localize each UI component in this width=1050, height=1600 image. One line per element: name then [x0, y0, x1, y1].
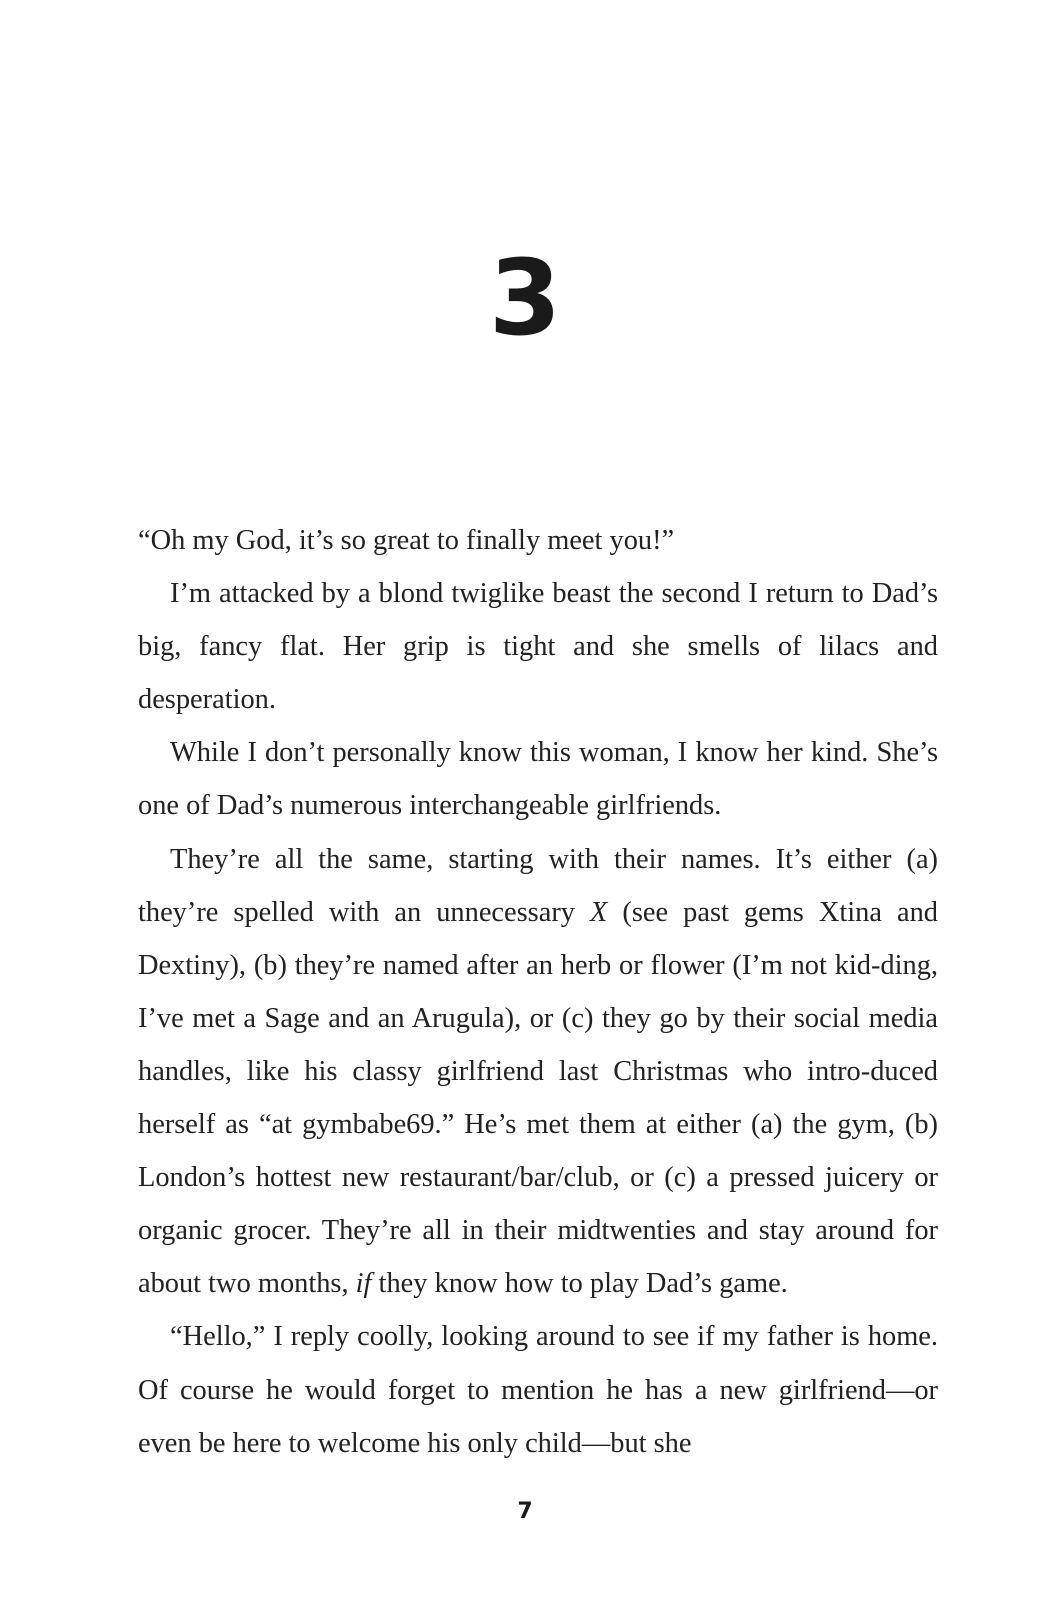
- text-run: “Hello,” I reply coolly, looking around to see if my father is home. Of course he would forget to mention he has a new girlfriend—or even be here to welcome his only child—but she: [138, 1321, 938, 1459]
- chapter-number: 3: [488, 237, 562, 359]
- body-text: [138, 514, 938, 1470]
- text-run: they know how to play Dad’s game.: [371, 1268, 788, 1300]
- paragraph: [138, 833, 938, 1311]
- text-run: They’re all the same, starting with their names. It’s either (a) they’re spelled with an unnecessary: [138, 843, 938, 928]
- italic-text-run: X: [590, 896, 608, 928]
- text-run: “Oh my God, it’s so great to finally meet you!”: [138, 525, 675, 556]
- text-run: While I don’t personally know this woman, I know her kind. She’s one of Dad’s numerous interchangeable girlfriends.: [138, 737, 938, 822]
- paragraph: [138, 514, 938, 567]
- paragraph: [138, 567, 938, 726]
- paragraph: [138, 1310, 938, 1469]
- italic-text-run: if: [355, 1268, 372, 1300]
- text-run: (see past gems Xtina and Dextiny), (b) they’re named after an herb or flower (I’m not kid-ding, I’ve met a Sage and an Arugula), or (c) they go by their social media handles, like his classy girlfriend last Christmas who intro-duced herself as “at gymbabe69.” He’s met them at either (a) the gym, (b) London’s hottest new restaurant/bar/club, or (c) a pressed juicery or organic grocer. They’re all in their midtwenties and stay around for about two months,: [138, 896, 938, 1300]
- paragraph: [138, 726, 938, 832]
- page-number: 7: [517, 1499, 533, 1524]
- text-run: I’m attacked by a blond twiglike beast the second I return to Dad’s big, fancy flat. Her grip is tight and she smells of lilacs and desperation.: [138, 578, 938, 716]
